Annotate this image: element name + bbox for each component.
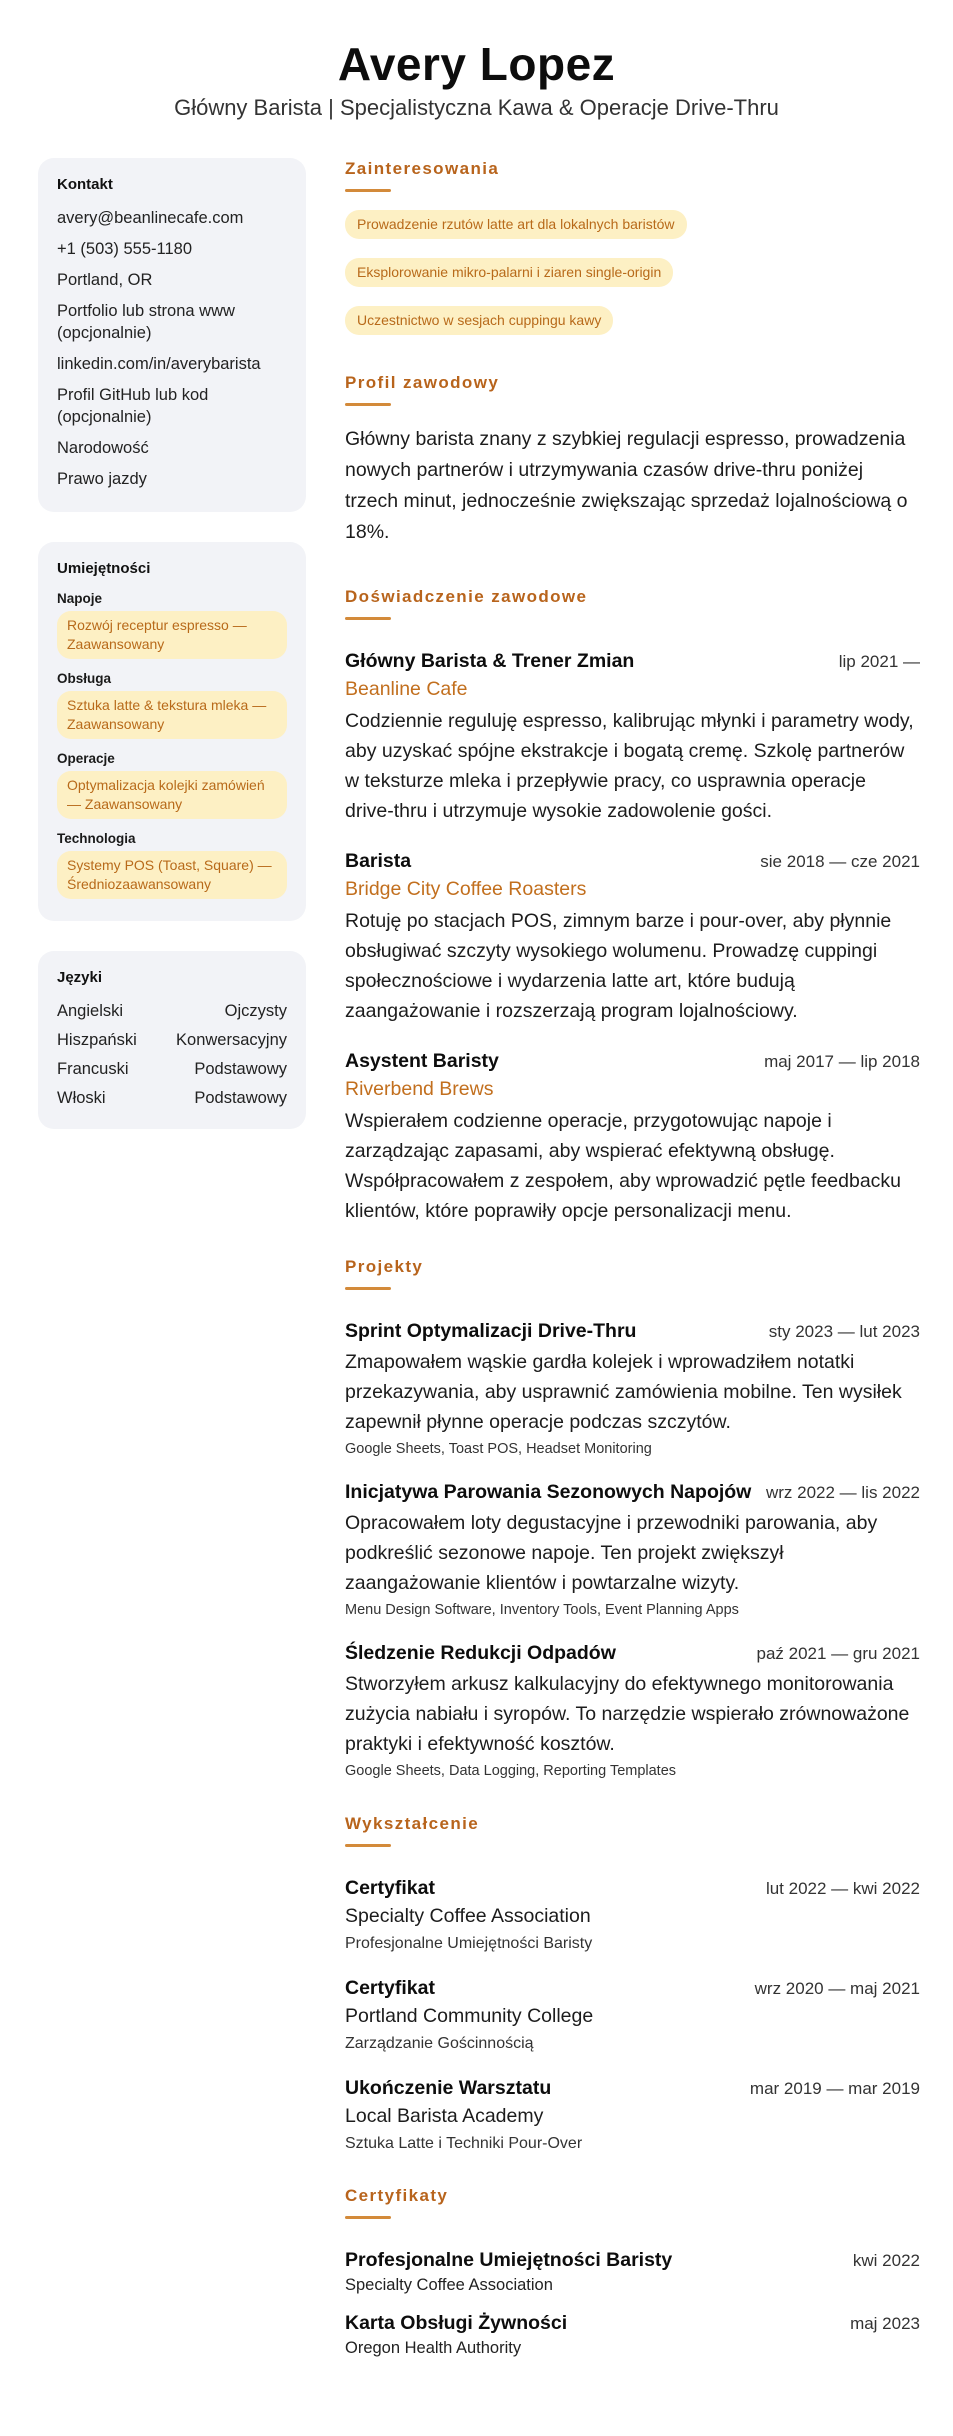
skill-category: Technologia xyxy=(57,831,136,846)
sidebar xyxy=(38,158,306,1159)
language-level: Podstawowy xyxy=(194,1060,287,1078)
section-title: Certyfikaty xyxy=(345,2186,449,2205)
education-dates: wrz 2020 — maj 2021 xyxy=(754,1979,920,1998)
job-title: Główny Barista & Trener Zmian xyxy=(345,650,635,672)
section-title: Zainteresowania xyxy=(345,159,500,178)
certificate-name: Karta Obsługi Żywności xyxy=(345,2312,568,2334)
contact-location: Portland, OR xyxy=(57,271,153,289)
skill-tag: Rozwój receptur espresso — Zaawansowany xyxy=(57,611,287,659)
project-name: Śledzenie Redukcji Odpadów xyxy=(345,1642,616,1664)
project-description: Opracowałem loty degustacyjne i przewodniki parowania, aby podkreślić sezonowe napoje. Ten projekt zwiększył zaangażowanie klientów i powtarzalne wizyty. xyxy=(345,1512,878,1594)
contact-github[interactable]: Profil GitHub lub kod (opcjonalnie) xyxy=(57,386,209,426)
field-of-study: Sztuka Latte i Techniki Pour-Over xyxy=(345,2135,583,2152)
languages-title: Języki xyxy=(57,969,103,986)
languages-card xyxy=(38,951,306,1129)
job-title: Asystent Baristy xyxy=(345,1050,499,1072)
degree-name: Ukończenie Warsztatu xyxy=(345,2077,552,2099)
interests-section xyxy=(345,158,920,354)
projects-section xyxy=(345,1256,920,1781)
certificate-name: Profesjonalne Umiejętności Baristy xyxy=(345,2249,673,2271)
contact-driving-license: Prawo jazdy xyxy=(57,470,147,488)
main-content xyxy=(345,158,920,2381)
field-of-study: Profesjonalne Umiejętności Baristy xyxy=(345,1935,593,1952)
language-level: Konwersacyjny xyxy=(176,1031,287,1049)
section-title: Wykształcenie xyxy=(345,1814,480,1833)
job-description: Codziennie reguluję espresso, kalibrując młynki i parametry wody, aby uzyskać spójne ekstrakcje i bogatą cremę. Szkolę partnerów w teksturze mleka i przepływie pracy, co usprawnia operacje drive-thru i utrzymuje wysokie zadowolenie gości. xyxy=(345,710,914,822)
job-description: Rotuję po stacjach POS, zimnym barze i pour-over, aby płynnie obsługiwać szczyty wysokiego wolumenu. Prowadzę cuppingi społecznościowe i wydarzenia latte art, które budują zaangażowanie i rozszerzają program lojalnościowy. xyxy=(345,910,892,1022)
job-description: Wspierałem codzienne operacje, przygotowując napoje i zarządzając zapasami, aby wspierać efektywną obsługę. Współpracowałem z zespołem, aby wprowadzić pętle feedbacku klientów, które poprawiły opcje personalizacji menu. xyxy=(345,1110,902,1222)
language-name: Włoski xyxy=(57,1089,106,1107)
education-dates: lut 2022 — kwi 2022 xyxy=(765,1879,920,1898)
education-entry xyxy=(345,1875,920,1955)
section-divider xyxy=(345,189,391,192)
section-title: Profil zawodowy xyxy=(345,373,500,392)
institution-name: Specialty Coffee Association xyxy=(345,1905,591,1927)
contact-title: Kontakt xyxy=(57,176,113,193)
contact-card xyxy=(38,158,306,512)
institution-name: Local Barista Academy xyxy=(345,2105,544,2127)
project-tools: Google Sheets, Toast POS, Headset Monitoring xyxy=(345,1441,652,1457)
contact-email[interactable]: avery@beanlinecafe.com xyxy=(57,209,244,227)
profile-summary: Główny barista znany z szybkiej regulacji espresso, prowadzenia nowych partnerów i utrzymywania czasów drive-thru poniżej trzech minut, jednocześnie zwiększając sprzedaż lojalnościową o 18%. xyxy=(345,428,908,543)
experience-entry xyxy=(345,648,920,826)
project-name: Inicjatywa Parowania Sezonowych Napojów xyxy=(345,1481,752,1503)
section-divider xyxy=(345,1844,391,1847)
certificate-issuer: Oregon Health Authority xyxy=(345,2339,522,2357)
interest-tag: Uczestnictwo w sesjach cuppingu kawy xyxy=(345,306,613,335)
contact-phone[interactable]: +1 (503) 555-1180 xyxy=(57,240,193,258)
field-of-study: Zarządzanie Gościnnością xyxy=(345,2035,534,2052)
certificate-date: kwi 2022 xyxy=(852,2251,920,2270)
interest-tag: Prowadzenie rzutów latte art dla lokalnych baristów xyxy=(345,210,687,239)
education-entry xyxy=(345,2075,920,2155)
certificates-section xyxy=(345,2185,920,2359)
candidate-tagline: Główny Barista | Specjalistyczna Kawa & Operacje Drive-Thru xyxy=(174,95,779,120)
skill-category: Obsługa xyxy=(57,671,112,686)
job-title: Barista xyxy=(345,850,412,872)
employer-name: Beanline Cafe xyxy=(345,678,468,700)
project-dates: paź 2021 — gru 2021 xyxy=(756,1644,920,1663)
project-tools: Menu Design Software, Inventory Tools, Event Planning Apps xyxy=(345,1602,739,1618)
degree-name: Certyfikat xyxy=(345,1877,435,1899)
language-row xyxy=(57,1087,287,1109)
job-dates: sie 2018 — cze 2021 xyxy=(760,852,920,871)
job-dates: maj 2017 — lip 2018 xyxy=(764,1052,920,1071)
job-dates: lip 2021 — xyxy=(838,652,920,671)
section-title: Projekty xyxy=(345,1257,424,1276)
education-entry xyxy=(345,1975,920,2055)
language-row xyxy=(57,1029,287,1051)
certificate-date: maj 2023 xyxy=(850,2314,920,2333)
language-name: Francuski xyxy=(57,1060,129,1078)
language-name: Angielski xyxy=(57,1002,124,1020)
education-dates: mar 2019 — mar 2019 xyxy=(749,2079,920,2098)
project-entry xyxy=(345,1318,920,1459)
employer-name: Bridge City Coffee Roasters xyxy=(345,878,587,900)
language-row xyxy=(57,1000,287,1022)
certificate-issuer: Specialty Coffee Association xyxy=(345,2276,553,2294)
section-divider xyxy=(345,617,391,620)
project-entry xyxy=(345,1640,920,1781)
section-divider xyxy=(345,1287,391,1290)
contact-portfolio[interactable]: Portfolio lub strona www (opcjonalnie) xyxy=(57,302,235,342)
resume-header xyxy=(0,36,953,122)
skills-card xyxy=(38,542,306,921)
skill-tag: Sztuka latte & tekstura mleka — Zaawansowany xyxy=(57,691,287,739)
employer-name: Riverbend Brews xyxy=(345,1078,494,1100)
project-dates: wrz 2022 — lis 2022 xyxy=(765,1483,920,1502)
section-divider xyxy=(345,2216,391,2219)
education-section xyxy=(345,1813,920,2155)
language-level: Ojczysty xyxy=(224,1002,287,1020)
language-row xyxy=(57,1058,287,1080)
contact-nationality: Narodowość xyxy=(57,439,149,457)
project-description: Stworzyłem arkusz kalkulacyjny do efektywnego monitorowania zużycia nabiału i syropów. To narzędzie wspierało zrównoważone praktyki i efektywność kosztów. xyxy=(345,1673,910,1755)
project-name: Sprint Optymalizacji Drive-Thru xyxy=(345,1320,637,1342)
contact-linkedin[interactable]: linkedin.com/in/averybarista xyxy=(57,355,261,373)
institution-name: Portland Community College xyxy=(345,2005,594,2027)
skill-category: Napoje xyxy=(57,591,103,606)
project-tools: Google Sheets, Data Logging, Reporting Templates xyxy=(345,1763,677,1779)
project-dates: sty 2023 — lut 2023 xyxy=(768,1322,920,1341)
language-name: Hiszpański xyxy=(57,1031,137,1049)
interest-tag: Eksplorowanie mikro-palarni i ziaren single-origin xyxy=(345,258,673,287)
section-title: Doświadczenie zawodowe xyxy=(345,587,588,606)
project-entry xyxy=(345,1479,920,1620)
skills-title: Umiejętności xyxy=(57,560,151,577)
experience-entry xyxy=(345,848,920,1026)
skill-category: Operacje xyxy=(57,751,115,766)
skill-tag: Systemy POS (Toast, Square) — Średniozaawansowany xyxy=(57,851,287,899)
candidate-name: Avery Lopez xyxy=(337,38,616,90)
certificate-entry xyxy=(345,2247,920,2296)
certificate-entry xyxy=(345,2310,920,2359)
section-divider xyxy=(345,403,391,406)
profile-section xyxy=(345,372,920,548)
degree-name: Certyfikat xyxy=(345,1977,435,1999)
experience-entry xyxy=(345,1048,920,1226)
skill-tag: Optymalizacja kolejki zamówień — Zaawansowany xyxy=(57,771,287,819)
experience-section xyxy=(345,586,920,1226)
language-level: Podstawowy xyxy=(194,1089,287,1107)
project-description: Zmapowałem wąskie gardła kolejek i wprowadziłem notatki przekazywania, aby usprawnić zamówienia mobilne. Ten wysiłek zapewnił płynne operacje podczas szczytów. xyxy=(345,1351,902,1433)
